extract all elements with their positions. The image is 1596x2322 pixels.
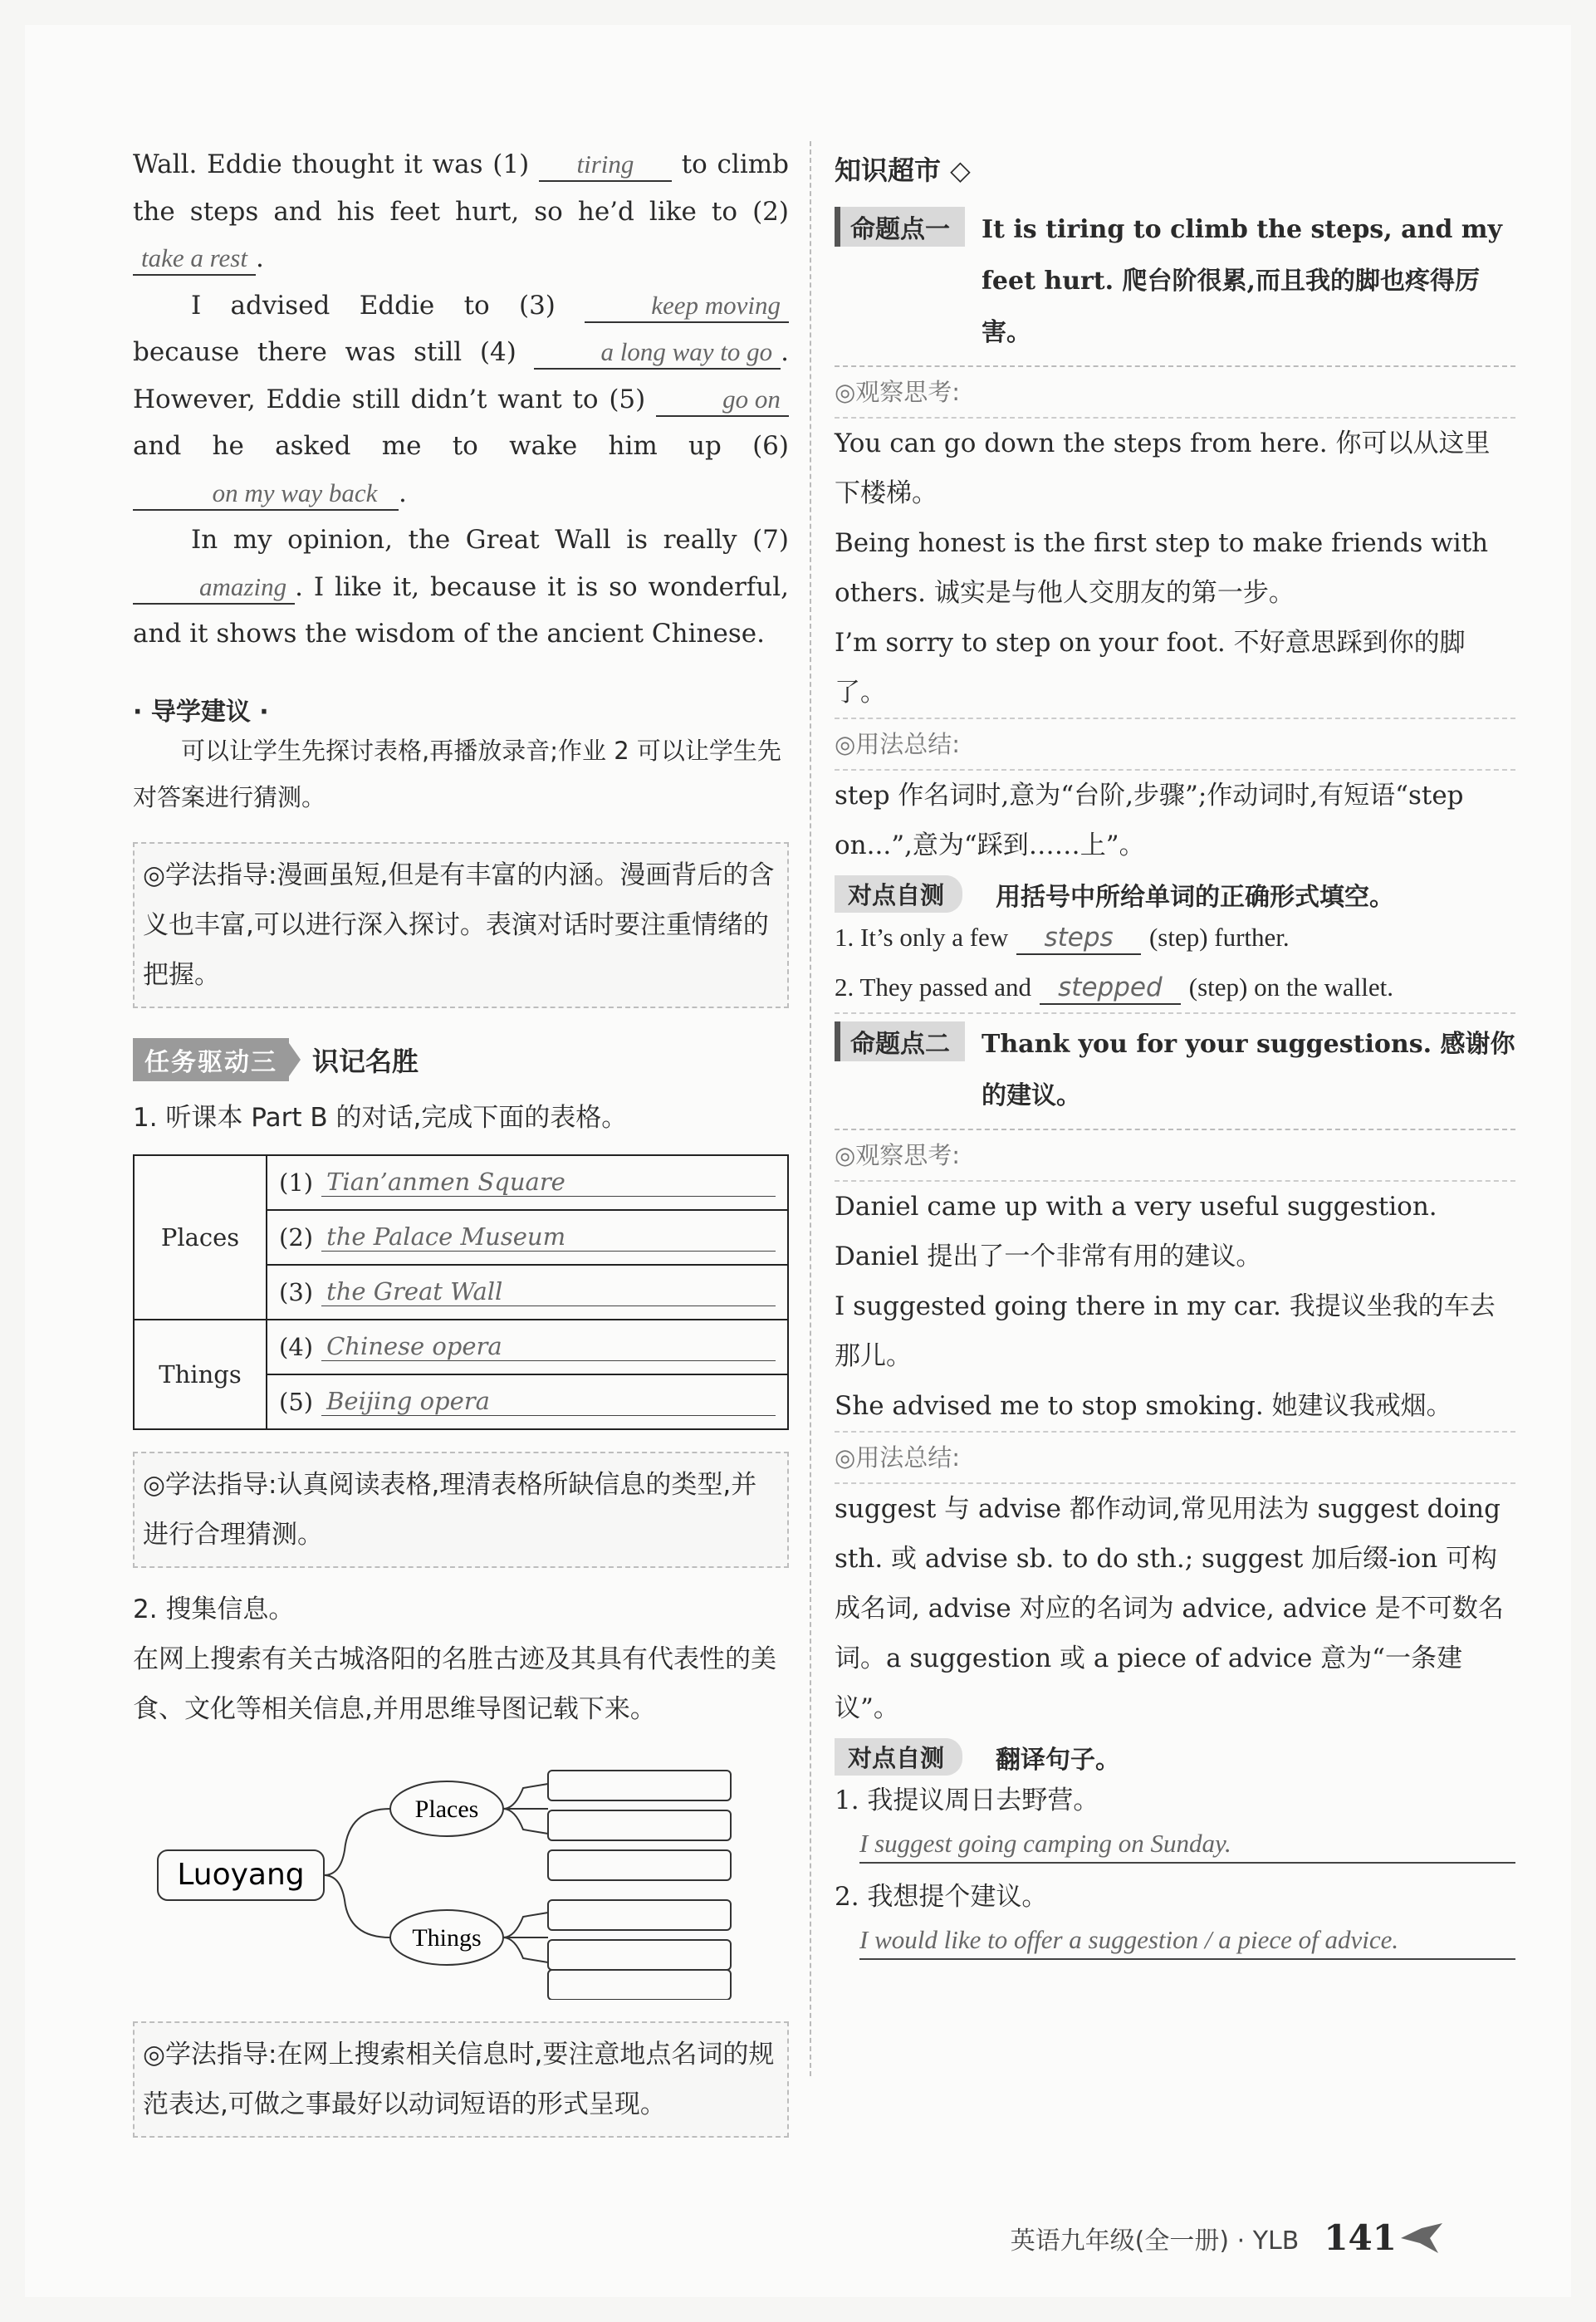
- point-2-label: 命题点二: [835, 1021, 965, 1061]
- question-2-body: 在网上搜索有关古城洛阳的名胜古迹及其具有代表性的美食、文化等相关信息,并用思维导图记载下来。: [133, 1644, 776, 1724]
- study-guide-1: ◎学法指导:漫画虽短,但是有丰富的内涵。漫画背后的含义也丰富,可以进行深入探讨。表演对话时要注重情绪的把握。: [133, 842, 789, 1008]
- example-sentence: Being honest is the first step to make friends with others. 诚实是与他人交朋友的第一步。: [835, 528, 1489, 608]
- usage-summary-1: step 作名词时,意为“台阶,步骤”;作动词时,有短语“step on...”,意为“踩到……上”。: [835, 781, 1464, 860]
- point-2-header: [835, 1019, 1515, 1130]
- point-1-header: [835, 204, 1515, 367]
- connector: [324, 1875, 390, 1937]
- table-row: [267, 1155, 788, 1210]
- usage-label: ◎用法总结:: [835, 1433, 1515, 1484]
- answer-blank: steps: [1016, 922, 1141, 955]
- study-guide-2: ◎学法指导:认真阅读表格,理清表格所缺信息的类型,并进行合理猜测。: [133, 1452, 789, 1568]
- question-2: 2. 搜集信息。: [133, 1594, 295, 1624]
- table-row: [267, 1265, 788, 1320]
- task-header: [133, 1038, 789, 1081]
- row-number: (3): [279, 1278, 314, 1306]
- mind-center-label: Luoyang: [177, 1857, 305, 1892]
- example-sentence: She advised me to stop smoking. 她建议我戒烟。: [835, 1381, 1515, 1433]
- blank-4: a long way to go: [534, 336, 781, 370]
- mind-blank-box: [548, 1810, 731, 1840]
- blank-7: amazing: [133, 571, 295, 605]
- places-table: [133, 1154, 789, 1430]
- example-sentence: I’m sorry to step on your foot. 不好意思踩到你的脚了。: [835, 618, 1515, 719]
- connector: [503, 1913, 548, 1962]
- blank-1: tiring: [539, 149, 672, 182]
- row-answer: the Palace Museum: [321, 1222, 776, 1252]
- exercise-item: [835, 963, 1515, 1014]
- task-badge: 任务驱动三: [133, 1038, 289, 1081]
- blank-3: keep moving: [585, 290, 789, 323]
- bird-logo-icon: [1397, 2222, 1447, 2255]
- text: . I like it, because it is so wonderful, and it shows the wisdom of the ancient Chinese.: [133, 571, 789, 649]
- selftest-header-2: [835, 1738, 1515, 1776]
- column-divider: [810, 141, 811, 2076]
- passage-paragraph-3: [133, 517, 789, 658]
- blank-5: go on: [656, 384, 789, 417]
- mind-blank-box: [548, 1900, 731, 1930]
- left-column: [133, 141, 789, 2138]
- text: because there was still (4): [133, 337, 516, 367]
- blank-2: take a rest: [133, 242, 256, 276]
- connector: [503, 1784, 548, 1834]
- page-number: 141: [1324, 2217, 1397, 2258]
- mind-blank-box: [548, 1771, 731, 1800]
- selftest-instruction: 翻译句子。: [996, 1745, 1121, 1775]
- knowledge-market-heading: 知识超市 ◇: [835, 154, 971, 186]
- mind-things-label: Things: [412, 1923, 482, 1952]
- point-1-label: 命题点一: [835, 207, 965, 247]
- text: (step) further.: [1148, 923, 1290, 952]
- text: I advised Eddie to (3): [191, 290, 556, 321]
- row-answer: Tian’anmen Square: [321, 1168, 776, 1197]
- text: In my opinion, the Great Wall is really (7): [191, 525, 789, 555]
- observe-label: ◎观察思考:: [835, 1130, 1515, 1182]
- mind-blank-box: [548, 1970, 731, 2000]
- text: Wall. Eddie thought it was (1): [133, 149, 530, 179]
- example-sentence: I suggested going there in my car. 我提议坐我的车去那儿。: [835, 1291, 1496, 1371]
- answer-blank: stepped: [1040, 972, 1181, 1005]
- category-places: Places: [134, 1155, 267, 1320]
- mind-blank-box: [548, 1850, 731, 1880]
- page-footer: [1011, 2217, 1447, 2258]
- table-row: [267, 1320, 788, 1374]
- mind-map-diagram: [133, 1759, 789, 2000]
- example-sentence: Daniel came up with a very useful suggestion. Daniel 提出了一个非常有用的建议。: [835, 1192, 1437, 1271]
- usage-summary-2: suggest 与 advise 都作动词,常见用法为 suggest doing sth. 或 advise sb. to do sth.; suggest 加后缀-ion 可构成名词, advise 对应的名词为 advice, advice 是不可数名词。a suggestion 或 a piece of advice 意为“一条建议”。: [835, 1494, 1504, 1723]
- text: .: [399, 478, 407, 508]
- text: and he asked me to wake him up (6): [133, 431, 789, 461]
- translate-answer: I would like to offer a suggestion / a piece of advice.: [859, 1922, 1515, 1960]
- row-number: (2): [279, 1223, 314, 1252]
- translate-answer: I suggest going camping on Sunday.: [859, 1825, 1515, 1864]
- translate-question: 2. 我想提个建议。: [835, 1882, 1048, 1912]
- selftest-header-1: [835, 875, 1515, 913]
- point-1-text: It is tiring to climb the steps, and my feet hurt. 爬台阶很累,而且我的脚也疼得厉害。: [982, 215, 1502, 347]
- connector: [324, 1809, 390, 1875]
- row-answer: Beijing opera: [321, 1387, 776, 1416]
- blank-6: on my way back: [133, 478, 399, 511]
- row-number: (5): [279, 1388, 314, 1416]
- table-row: [267, 1374, 788, 1429]
- row-number: (1): [279, 1168, 314, 1197]
- selftest-badge: 对点自测: [835, 875, 962, 913]
- text: .: [255, 243, 264, 273]
- teaching-tip-title: · 导学建议 ·: [133, 697, 269, 727]
- translate-question: 1. 我提议周日去野营。: [835, 1786, 1099, 1815]
- teaching-tip-body: 可以让学生先探讨表格,再播放录音;作业 2 可以让学生先对答案进行猜测。: [133, 736, 781, 811]
- usage-label: ◎用法总结:: [835, 719, 1515, 771]
- row-number: (4): [279, 1333, 314, 1361]
- book-title: 英语九年级(全一册) · YLB: [1010, 2226, 1300, 2256]
- mind-blank-box: [548, 1940, 731, 1970]
- point-2-text: Thank you for your suggestions. 感谢你的建议。: [982, 1030, 1515, 1110]
- observe-label: ◎观察思考:: [835, 367, 1515, 419]
- text: to climb the steps and his feet hurt, so he’d like to (2): [133, 149, 789, 227]
- selftest-instruction: 用括号中所给单词的正确形式填空。: [996, 882, 1395, 912]
- table-row: [267, 1210, 788, 1265]
- selftest-badge: 对点自测: [835, 1738, 962, 1776]
- text: 1. It’s only a few: [835, 923, 1009, 952]
- text: (step) on the wallet.: [1188, 972, 1393, 1002]
- question-1: 1. 听课本 Part B 的对话,完成下面的表格。: [133, 1102, 628, 1133]
- text: 2. They passed and: [835, 972, 1032, 1002]
- page: [25, 25, 1571, 2297]
- category-things: Things: [134, 1320, 267, 1429]
- mind-places-label: Places: [414, 1795, 479, 1823]
- text: . However, Eddie still didn’t want to (5): [133, 337, 789, 414]
- study-guide-3: ◎学法指导:在网上搜索相关信息时,要注意地点名词的规范表达,可做之事最好以动词短语的形式呈现。: [133, 2021, 789, 2138]
- exercise-item: [835, 913, 1515, 963]
- arrow-icon: [289, 1043, 301, 1076]
- row-answer: Chinese opera: [321, 1332, 776, 1361]
- example-sentence: You can go down the steps from here. 你可以从这里下楼梯。: [835, 429, 1491, 508]
- passage-paragraph-2: [133, 282, 789, 517]
- mind-map: [133, 1759, 789, 2000]
- task-title: 识记名胜: [312, 1045, 419, 1077]
- right-column: [835, 149, 1515, 1960]
- row-answer: the Great Wall: [321, 1277, 776, 1306]
- passage-paragraph-1: [133, 141, 789, 282]
